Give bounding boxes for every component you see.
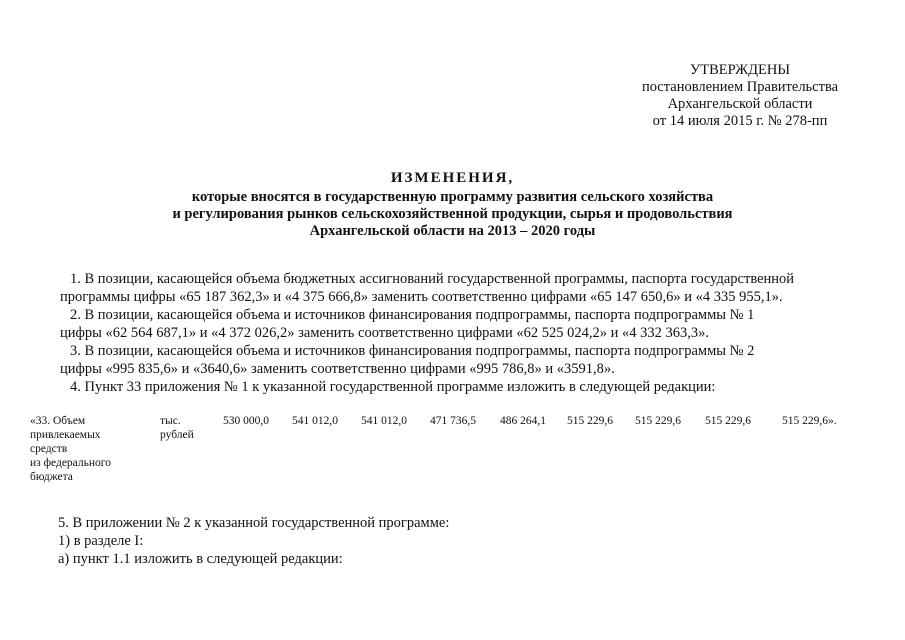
paragraph-3-line-1: 3. В позиции, касающейся объема и источников финансирования подпрограммы, паспорта подпрограммы № 2	[70, 343, 755, 359]
table-value: 515 229,6	[705, 415, 751, 427]
table-name-line: бюджета	[30, 471, 73, 483]
title-line-2: и регулирования рынков сельскохозяйственной продукции, сырья и продовольствия	[172, 206, 733, 222]
table-value: 530 000,0	[223, 415, 269, 427]
approved-region: Архангельской области	[667, 96, 813, 112]
table-row-name	[30, 414, 140, 484]
table-unit	[160, 414, 204, 442]
paragraph-4	[60, 378, 858, 396]
table-value: 486 264,1	[500, 415, 546, 427]
table-value: 471 736,5	[430, 415, 476, 427]
approved-date: от 14 июля 2015 г. № 278-пп	[652, 113, 828, 129]
approved-title: УТВЕРЖДЕНЫ	[689, 62, 791, 78]
table-unit-line: тыс.	[160, 415, 181, 427]
paragraph-4-line-1: 4. Пункт 33 приложения № 1 к указанной государственной программе изложить в следующей редакции:	[70, 379, 716, 395]
table-name-line: привлекаемых	[30, 429, 101, 441]
paragraph-2-line-1: 2. В позиции, касающейся объема и источников финансирования подпрограммы, паспорта подпрограммы № 1	[70, 307, 755, 323]
budget-table-row	[30, 414, 860, 494]
title-heading: ИЗМЕНЕНИЯ,	[390, 170, 515, 186]
table-value: 515 229,6».	[782, 415, 837, 427]
table-value: 541 012,0	[292, 415, 338, 427]
paragraph-3	[60, 342, 858, 378]
approval-stamp	[600, 62, 880, 130]
title-line-1: которые вносятся в государственную программу развития сельского хозяйства	[191, 189, 714, 205]
paragraph-3-line-2: цифры «995 835,6» и «3640,6» заменить соответственно цифрами «995 786,8» и «3591,8».	[60, 361, 615, 377]
paragraph-2-line-2: цифры «62 564 687,1» и «4 372 026,2» заменить соответственно цифрами «62 525 024,2» и «4 332 363,3».	[60, 325, 709, 341]
table-value: 515 229,6	[635, 415, 681, 427]
paragraph-2	[60, 306, 858, 342]
paragraph-1-line-1: 1. В позиции, касающейся объема бюджетных ассигнований государственной программы, паспорта государственной	[70, 271, 795, 287]
table-unit-line: рублей	[160, 429, 194, 441]
item-5: 5. В приложении № 2 к указанной государственной программе:	[58, 515, 450, 531]
table-name-line: из федерального	[30, 457, 111, 469]
table-value: 541 012,0	[361, 415, 407, 427]
approved-by: постановлением Правительства	[641, 79, 839, 95]
paragraph-1-line-2: программы цифры «65 187 362,3» и «4 375 666,8» заменить соответственно цифрами «65 147 650,6» и «4 335 955,1».	[60, 289, 783, 305]
paragraph-1	[60, 270, 858, 306]
title-line-3: Архангельской области на 2013 – 2020 годы	[309, 223, 596, 239]
table-name-line: «33. Объем	[30, 415, 86, 427]
table-name-line: средств	[30, 443, 68, 455]
item-5-1: 1) в разделе I:	[58, 533, 144, 549]
item-5-1-a: а) пункт 1.1 изложить в следующей редакции:	[58, 551, 343, 567]
document-title	[60, 170, 845, 240]
table-value: 515 229,6	[567, 415, 613, 427]
